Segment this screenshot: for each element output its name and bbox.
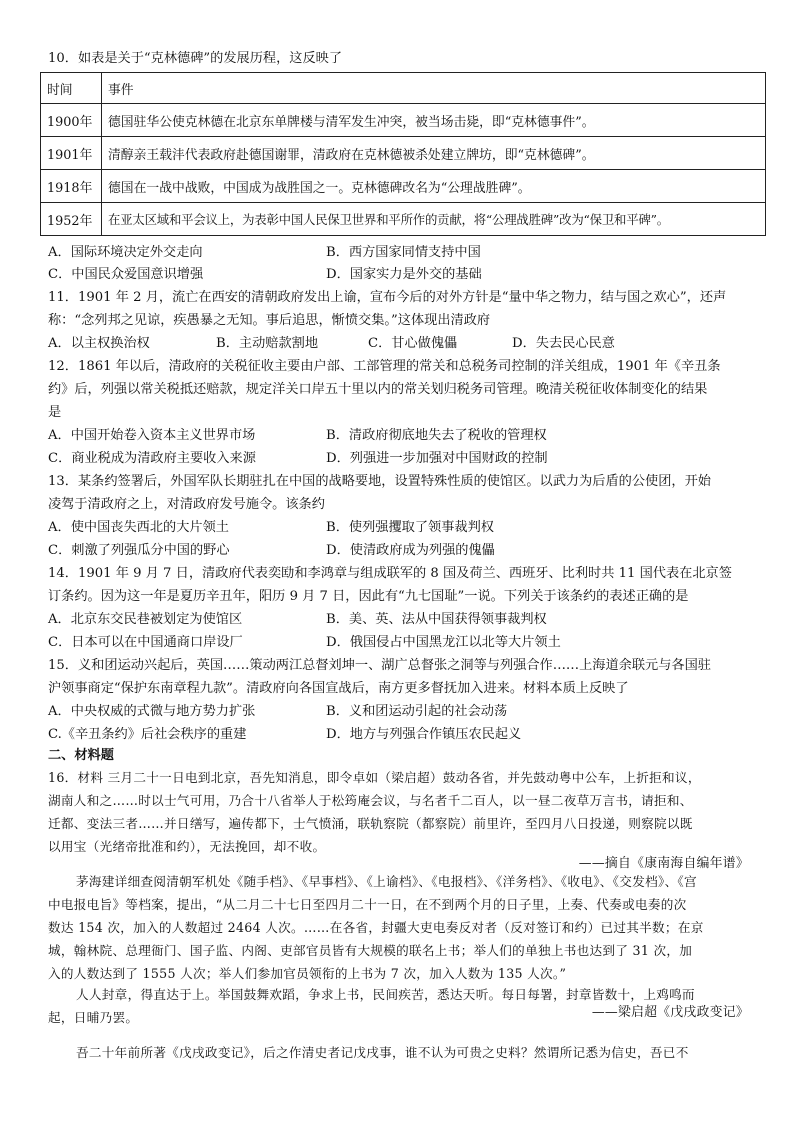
q13-option-a[interactable]: A．使中国丧失西北的大片领土 bbox=[48, 520, 229, 535]
q15-option-c[interactable]: C.《辛丑条约》后社会秩序的重建 bbox=[48, 727, 247, 742]
q16-material-line: 湖南人和之……时以士气可用，乃合十八省举人于松筠庵会议，与名者千二百人，以一昼二夜草万言书，请拒和、 bbox=[48, 793, 693, 808]
q14-option-b[interactable]: B．美、英、法从中国获得领事裁判权 bbox=[326, 612, 547, 627]
table-cell-event: 在亚太区域和平会议上，为表彰中国人民保卫世界和平所作的贡献，将“公理战胜碑”改为“保卫和平碑”。 bbox=[102, 203, 766, 236]
q12-stem-line: 12．1861 年以后，清政府的关税征收主要由户部、工部管理的常关和总税务司控制的洋关组成，1901 年《辛丑条 bbox=[48, 359, 721, 374]
table-cell-year: 1952年 bbox=[41, 203, 102, 236]
q16-material-line: 入的人数达到了 1555 人次；举人们参加官员领衔的上书为 7 次，加入人数为 135 人次。” bbox=[48, 966, 567, 981]
q13-option-d[interactable]: D．使清政府成为列强的傀儡 bbox=[326, 543, 495, 558]
table-cell-event: 德国驻华公使克林德在北京东单牌楼与清军发生冲突，被当场击毙，即“克林德事件”。 bbox=[102, 104, 766, 137]
table-cell-year: 1918年 bbox=[41, 170, 102, 203]
q14-stem-line: 订条约。因为这一年是夏历辛丑年，阳历 9 月 7 日，因此有“九七国耻”一说。下列关于该条约的表述正确的是 bbox=[48, 589, 689, 604]
q16-material-line: 人人封章，得直达于上。举国鼓舞欢蹈，争求上书，民间疾苦，悉达天听。每日每署，封章皆数十，上鸡鸣而 bbox=[76, 987, 695, 1002]
q16-material-line: 数达 154 次，加入的人数超过 2464 人次。……在各省，封疆大吏电奏反对者（反对签订和约）已过其半数；在京 bbox=[48, 920, 704, 935]
table-header-time: 时间 bbox=[41, 73, 102, 104]
q10-stem: 10．如表是关于“克林德碑”的发展历程，这反映了 bbox=[48, 51, 343, 66]
q14-option-c[interactable]: C．日本可以在中国通商口岸设厂 bbox=[48, 635, 243, 650]
q11-stem-line: 称：“念列邦之见谅，疾愚暴之无知。事后追思，惭愤交集。”这体现出清政府 bbox=[48, 313, 491, 328]
q14-option-a[interactable]: A．北京东交民巷被划定为使馆区 bbox=[48, 612, 243, 627]
q15-option-a[interactable]: A．中央权威的式微与地方势力扩张 bbox=[48, 704, 256, 719]
section-heading: 二、材料题 bbox=[48, 748, 114, 763]
q16-source-1: ——摘自《康南海自编年谱》 bbox=[578, 856, 749, 871]
q16-material-line: 以用宝（光绪帝批准和约），无法挽回，却不收。 bbox=[48, 839, 326, 854]
q16-material-line: 16．材料 三月二十一日电到北京，吾先知消息，即令卓如（梁启超）鼓动各省，并先鼓动粤中公车，上折拒和议， bbox=[48, 770, 701, 785]
table-row bbox=[41, 104, 766, 137]
q16-material-line: 中电报电旨》等档案，提出，“从二月二十七日至四月二十一日，在不到两个月的日子里，上奏、代奏或电奏的次 bbox=[48, 897, 687, 912]
table-row bbox=[41, 170, 766, 203]
q12-option-a[interactable]: A．中国开始卷入资本主义世界市场 bbox=[48, 428, 256, 443]
q11-option-c[interactable]: C．甘心做傀儡 bbox=[368, 336, 458, 351]
q16-material-line: 茅海建详细查阅清朝军机处《随手档》、《早事档》、《上谕档》、《电报档》、《洋务档》、《收电》、《交发档》、《宫 bbox=[76, 874, 697, 889]
table-cell-event: 德国在一战中战败，中国成为战胜国之一。克林德碑改名为“公理战胜碑”。 bbox=[102, 170, 766, 203]
table-cell-year: 1901年 bbox=[41, 137, 102, 170]
q10-option-c[interactable]: C．中国民众爱国意识增强 bbox=[48, 267, 204, 282]
q13-stem-line: 13．某条约签署后，外国军队长期驻扎在中国的战略要地，设置特殊性质的使馆区。以武力为后盾的公使团，开始 bbox=[48, 474, 711, 489]
q14-option-d[interactable]: D．俄国侵占中国黑龙江以北等大片领土 bbox=[326, 635, 561, 650]
q11-option-b[interactable]: B．主动赔款割地 bbox=[216, 336, 319, 351]
q16-material-line: 迁都、变法三者……并日缮写，遍传都下，士气愤涌，联轨察院（都察院）前里许，至四月八日投递，则察院以既 bbox=[48, 816, 693, 831]
q11-stem-line: 11．1901 年 2 月，流亡在西安的清朝政府发出上谕，宣布今后的对外方针是“量中华之物力，结与国之欢心”，还声 bbox=[48, 290, 727, 305]
q12-stem-line: 是 bbox=[48, 405, 62, 420]
q12-option-c[interactable]: C．商业税成为清政府主要收入来源 bbox=[48, 451, 256, 466]
q13-stem-line: 凌驾于清政府之上，对清政府发号施令。该条约 bbox=[48, 497, 325, 512]
q15-stem-line: 沪领事商定“保护东南章程九款”。清政府向各国宣战后，南方更多督抚加入进来。材料本质上反映了 bbox=[48, 681, 629, 696]
q15-option-b[interactable]: B．义和团运动引起的社会动荡 bbox=[326, 704, 508, 719]
table-row bbox=[41, 203, 766, 236]
q16-material-line: 起，日晡乃罢。 bbox=[48, 1010, 139, 1025]
q13-option-b[interactable]: B．使列强攫取了领事裁判权 bbox=[326, 520, 494, 535]
q14-stem-line: 14．1901 年 9 月 7 日，清政府代表奕劻和李鸿章与组成联军的 8 国及荷兰、西班牙、比利时共 11 国代表在北京签 bbox=[48, 566, 732, 581]
q10-event-table bbox=[40, 72, 766, 236]
q16-material-line: 吾二十年前所著《戊戌政变记》，后之作清史者记戊戌事，谁不认为可贵之史料？然谓所记悉为信史，吾已不 bbox=[76, 1045, 689, 1060]
table-cell-year: 1900年 bbox=[41, 104, 102, 137]
q11-option-d[interactable]: D．失去民心民意 bbox=[512, 336, 615, 351]
q10-option-a[interactable]: A．国际环境决定外交走向 bbox=[48, 245, 203, 260]
q13-option-c[interactable]: C．刺激了列强瓜分中国的野心 bbox=[48, 543, 230, 558]
table-header-event: 事件 bbox=[102, 73, 766, 104]
q12-stem-line: 约》后，列强以常关税抵还赔款，规定洋关口岸五十里以内的常关划归税务司管理。晚清关税征收体制变化的结果 bbox=[48, 382, 708, 397]
q10-option-b[interactable]: B．西方国家同情支持中国 bbox=[326, 245, 481, 260]
q11-option-a[interactable]: A．以主权换治权 bbox=[48, 336, 150, 351]
table-header-row bbox=[41, 73, 766, 104]
table-cell-event: 清醇亲王载沣代表政府赴德国谢罪，清政府在克林德被杀处建立牌坊，即“克林德碑”。 bbox=[102, 137, 766, 170]
q12-option-d[interactable]: D．列强进一步加强对中国财政的控制 bbox=[326, 451, 548, 466]
q10-option-d[interactable]: D．国家实力是外交的基础 bbox=[326, 267, 482, 282]
q15-option-d[interactable]: D．地方与列强合作镇压农民起义 bbox=[326, 727, 522, 742]
table-row bbox=[41, 137, 766, 170]
q15-stem-line: 15．义和团运动兴起后，英国……策动两江总督刘坤一、湖广总督张之洞等与列强合作……上海道余联元与各国驻 bbox=[48, 658, 711, 673]
q16-material-line: 城，翰林院、总理衙门、国子监、内阁、吏部官员皆有大规模的联名上书；举人们的单独上书也达到了 31 次，加 bbox=[48, 943, 693, 958]
q12-option-b[interactable]: B．清政府彻底地失去了税收的管理权 bbox=[326, 428, 547, 443]
q16-source-2: ——梁启超《戊戌政变记》 bbox=[591, 1005, 749, 1020]
